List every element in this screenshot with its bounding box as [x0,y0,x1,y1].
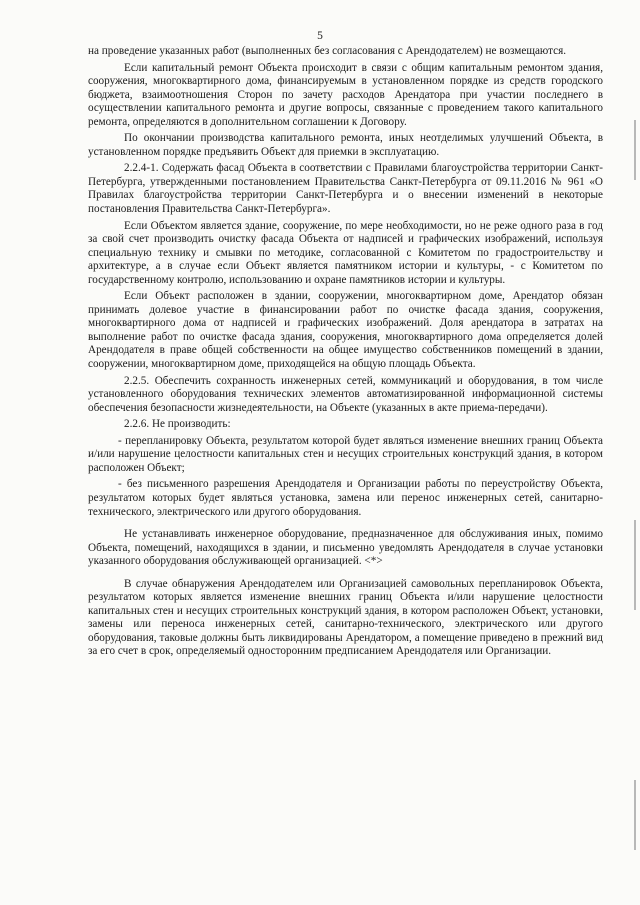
paragraph-capital-repair: Если капитальный ремонт Объекта происходит в связи с общим капитальным ремонтом здания, сооружения, многоквартирного дома, финансируемым в установленном порядке из средств городского бюджета, взаимоотношения Сторон по зачету расходов Арендатора при участии последнего в осуществлении капитального ремонта и другие вопросы, связанные с проведением такого капитального ремонта, определяются в дополнительном соглашении к Договору. [88,61,603,128]
paragraph-unauthorized-replanning: В случае обнаружения Арендодателем или Организацией самовольных перепланировок Объекта, результатом которых является изменение внешних границ Объекта и/или нарушение целостности капитальных стен и несущих строительных конструкций здания, в котором расположен Объект, установки, замены или переноса инженерных сетей, санитарно-технического, электрического или другого оборудования, таковые должны быть ликвидированы Арендатором, а помещение приведено в прежний вид за его счет в срок, определяемый односторонним предписанием Арендодателя или Организации. [88,577,603,658]
paragraph-facade-cleaning: Если Объектом является здание, сооружение, по мере необходимости, но не реже одного раза в год за свой счет производить очистку фасада Объекта от надписей и графических изображений, используя специальную технику и смывки по методике, согласованной с Комитетом по градостроительству и архитектуре, а в случае если Объект является памятником истории и культуры, - с Комитетом по государственному контролю, использованию и охране памятников истории и культуры. [88,219,603,286]
page-number: 5 [317,30,323,42]
list-item-replanning: - перепланировку Объекта, результатом которой будет являться изменение внешних границ Объекта и/или нарушение целостности капитальных стен и несущих строительных конструкций здания, в котором расположен Объект; [88,434,603,474]
paragraph-engineering-equipment: Не устанавливать инженерное оборудование, предназначенное для обслуживания иных, помимо Объекта, помещений, находящихся в здании, и письменно уведомлять Арендодателя в случае установки указанного оборудования обслуживающей организацией. <*> [88,528,603,568]
paragraph-clause-2-2-4-1: 2.2.4-1. Содержать фасад Объекта в соответствии с Правилами благоустройства территории Санкт-Петербурга, утвержденными постановлением Правительства Санкт-Петербурга от 09.11.2016 № 961 «О Правилах благоустройства территории Санкт-Петербурга и о внесении изменений в некоторые постановления Правительства Санкт-Петербурга». [88,162,603,216]
paragraph-continuation: на проведение указанных работ (выполненных без согласования с Арендодателем) не возмещаются. [88,45,567,57]
paragraph-repair-completion: По окончании производства капитального ремонта, иных неотделимых улучшений Объекта, в установленном порядке предъявить Объект для приемки в эксплуатацию. [88,132,603,158]
paragraph-clause-2-2-5: 2.2.5. Обеспечить сохранность инженерных сетей, коммуникаций и оборудования, в том числе установленного оборудования технических элементов автоматизированной информационной системы обеспечения безопасности жизнедеятельности, на Объекте (указанных в акте приема-передачи). [88,374,603,414]
paragraph-clause-2-2-6: 2.2.6. Не производить: [124,418,231,431]
document-body [88,45,603,662]
scan-edge-mark [634,780,636,850]
scan-edge-mark [634,520,636,610]
paragraph-shared-cleaning: Если Объект расположен в здании, сооружении, многоквартирном доме, Арендатор обязан принимать долевое участие в финансировании работ по очистке фасада здания, сооружения, многоквартирного дома от надписей и графических изображений. Доля арендатора в затратах на выполнение работ по очистке фасада здания, сооружения, многоквартирного дома определяется долей Арендодателя в праве общей собственности на общее имущество собственников помещений в здании, сооружении, многоквартирном доме, приходящейся на общую площадь Объекта. [88,290,603,371]
scan-edge-mark [634,120,636,180]
list-item-reconstruction: - без письменного разрешения Арендодателя и Организации работы по переустройству Объекта, результатом которых будет являться установка, замена или перенос инженерных сетей, санитарно-технического, электрического или другого оборудования. [88,478,603,518]
